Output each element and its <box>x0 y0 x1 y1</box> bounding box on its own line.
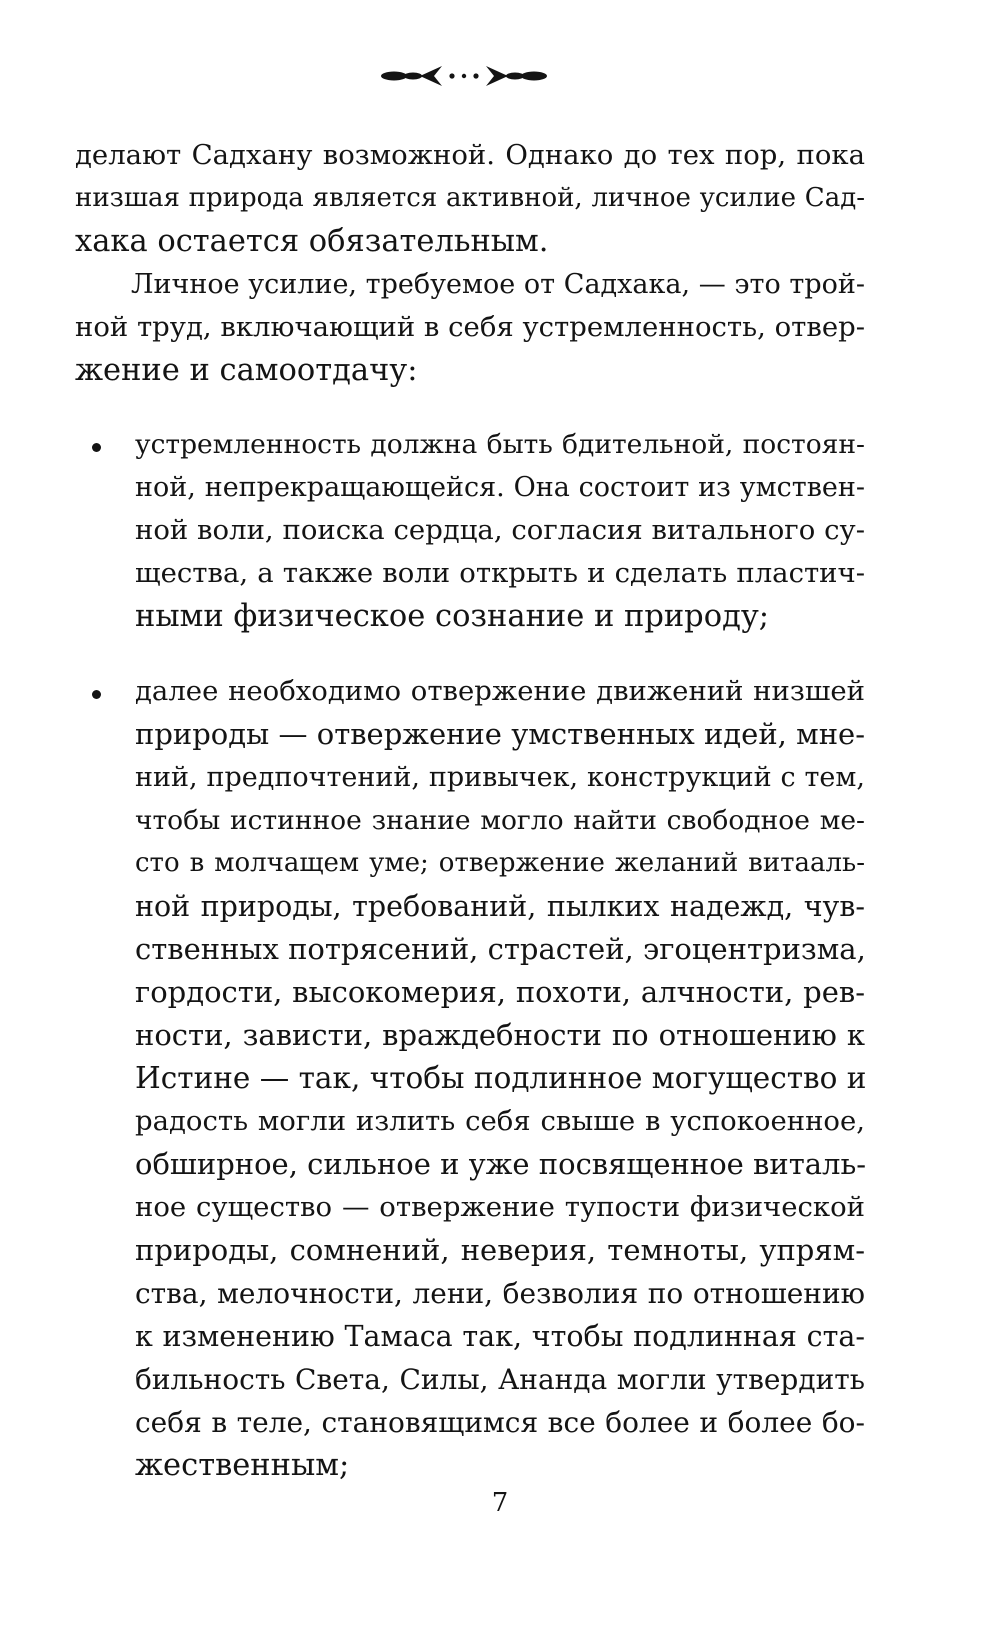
list-item-line: ными физическое сознание и природу; <box>135 599 770 634</box>
list-item-line: сто в молчащем уме; отвержение желаний витааль- <box>135 848 865 878</box>
list-item-line: Истине — так, чтобы подлинное могущество и <box>135 1061 867 1095</box>
list-item-line: устремленность должна быть бдительной, постоян- <box>135 429 865 460</box>
list-item-line: к изменению Тамаса так, чтобы подлинная ста- <box>135 1320 865 1353</box>
paragraph-2 <box>75 263 865 392</box>
list-item-line: природы, сомнений, неверия, темноты, упрям- <box>135 1233 865 1267</box>
bullet-icon <box>92 443 101 452</box>
list-item-line: ства, мелочности, лени, безволия по отношению <box>135 1277 865 1310</box>
paragraph-line: Личное усилие, требуемое от Садхака, — это трой- <box>131 269 865 300</box>
list-item-line: ной воли, поиска сердца, согласия витального су- <box>135 514 865 546</box>
paragraph-line: жение и самоотдачу: <box>75 353 418 388</box>
list-item-line: радость могли излить себя свыше в успокоенное, <box>135 1105 865 1137</box>
page-number: 7 <box>491 1488 509 1518</box>
paragraph-line: делают Садхану возможной. Однако до тех пор, пока <box>75 139 865 171</box>
paragraph-line: ной труд, включающий в себя устремленность, отвер- <box>75 311 865 343</box>
list-item-line: ной природы, требований, пылких надежд, чув- <box>135 890 865 923</box>
list-item-line: себя в теле, становящимся все более и более бо- <box>135 1406 865 1439</box>
paragraph-line: хака остается обязательным. <box>75 224 549 259</box>
ornament-divider-icon <box>380 62 548 90</box>
list-item-line: чтобы истинное знание могло найти свободное ме- <box>135 805 865 836</box>
paragraph-1 <box>75 134 865 263</box>
list-item-line: ний, предпочтений, привычек, конструкций с тем, <box>135 762 865 793</box>
list-item-line: далее необходимо отвержение движений низшей <box>135 675 865 707</box>
list-item-line: бильность Света, Силы, Ананда могли утвердить <box>135 1363 865 1396</box>
list-item-line: ной, непрекращающейся. Она состоит из умствен- <box>135 472 865 503</box>
list-item-line: щества, а также воли открыть и сделать пластич- <box>135 557 865 589</box>
list-item-line: ное существо — отвержение тупости физической <box>135 1191 865 1223</box>
list-item-line: ности, зависти, враждебности по отношению к <box>135 1018 865 1052</box>
list-item-line: ственных потрясений, страстей, эгоцентризма, <box>135 932 866 966</box>
list-item-rejection <box>135 670 865 1487</box>
list-item-line: гордости, высокомерия, похоти, алчности, рев- <box>135 975 865 1009</box>
list-item-line: жественным; <box>135 1448 350 1483</box>
bullet-icon <box>92 690 101 699</box>
paragraph-line: низшая природа является активной, личное усилие Сад- <box>75 183 865 213</box>
list-item-line: обширное, сильное и уже посвященное виталь- <box>135 1147 867 1181</box>
list-item-aspiration <box>135 423 865 638</box>
list-item-line: природы — отвержение умственных идей, мне- <box>135 717 865 751</box>
